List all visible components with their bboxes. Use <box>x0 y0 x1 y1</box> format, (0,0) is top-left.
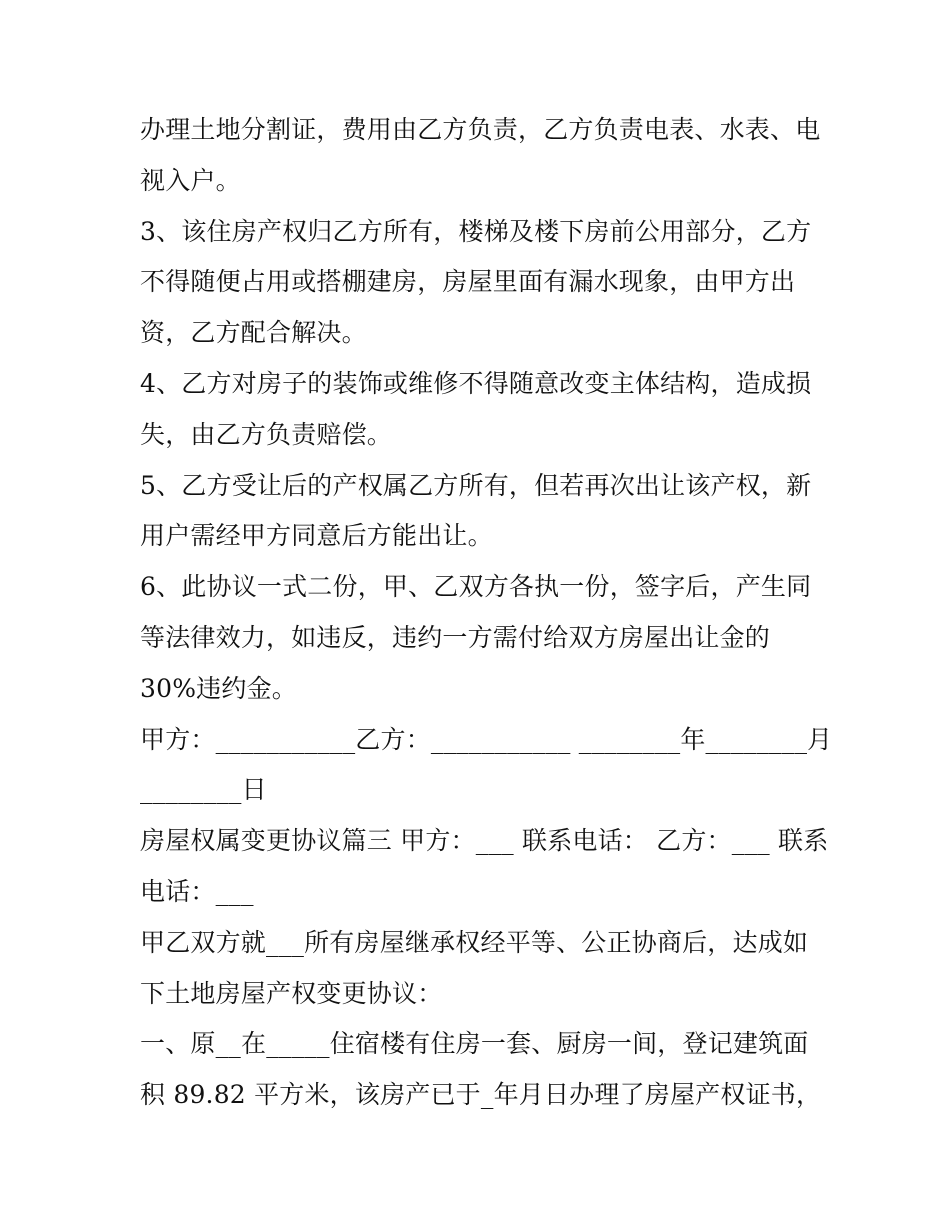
paragraph-line: 甲乙双方就___所有房屋继承权经平等、公正协商后，达成如 <box>140 927 809 957</box>
clause-1: 一、原__在_____住宿楼有住房一套、厨房一间，登记建筑面 <box>140 1029 809 1059</box>
clause-4: 4、乙方对房子的装饰或维修不得随意改变主体结构，造成损 <box>140 368 812 398</box>
document-body <box>140 105 833 1121</box>
text-line: 失，由乙方负责赔偿。 <box>140 419 393 449</box>
text-line: 办理土地分割证，费用由乙方负责，乙方负责电表、水表、电 <box>140 115 821 144</box>
text-line: 30%违约金。 <box>140 673 297 703</box>
text-line: 积 89.82 平方米，该房产已于_年月日办理了房屋产权证书， <box>140 1080 822 1110</box>
clause-5: 5、乙方受让后的产权属乙方所有，但若再次出让该产权，新 <box>140 470 812 500</box>
signature-date-line: ________日 <box>140 775 267 805</box>
text-line: 等法律效力，如违反，违约一方需付给双方房屋出让金的 <box>140 622 771 652</box>
clause-6: 6、此协议一式二份，甲、乙双方各执一份，签字后，产生同 <box>140 572 812 602</box>
text-line: 视入户。 <box>140 165 241 195</box>
text-line: 下土地房屋产权变更协议： <box>140 978 443 1008</box>
clause-3: 3、该住房产权归乙方所有，楼梯及楼下房前公用部分，乙方 <box>140 216 812 246</box>
text-line: 资，乙方配合解决。 <box>140 318 367 348</box>
section-heading-line: 房屋权属变更协议篇三 甲方：___ 联系电话： 乙方：___ 联系 <box>140 826 829 856</box>
signature-line: 甲方：___________乙方：___________ ________年________月 <box>140 724 833 754</box>
text-line: 不得随便占用或搭棚建房，房屋里面有漏水现象，由甲方出 <box>140 267 796 297</box>
text-line: 用户需经甲方同意后方能出让。 <box>140 521 493 551</box>
text-line: 电话：___ <box>140 876 254 906</box>
